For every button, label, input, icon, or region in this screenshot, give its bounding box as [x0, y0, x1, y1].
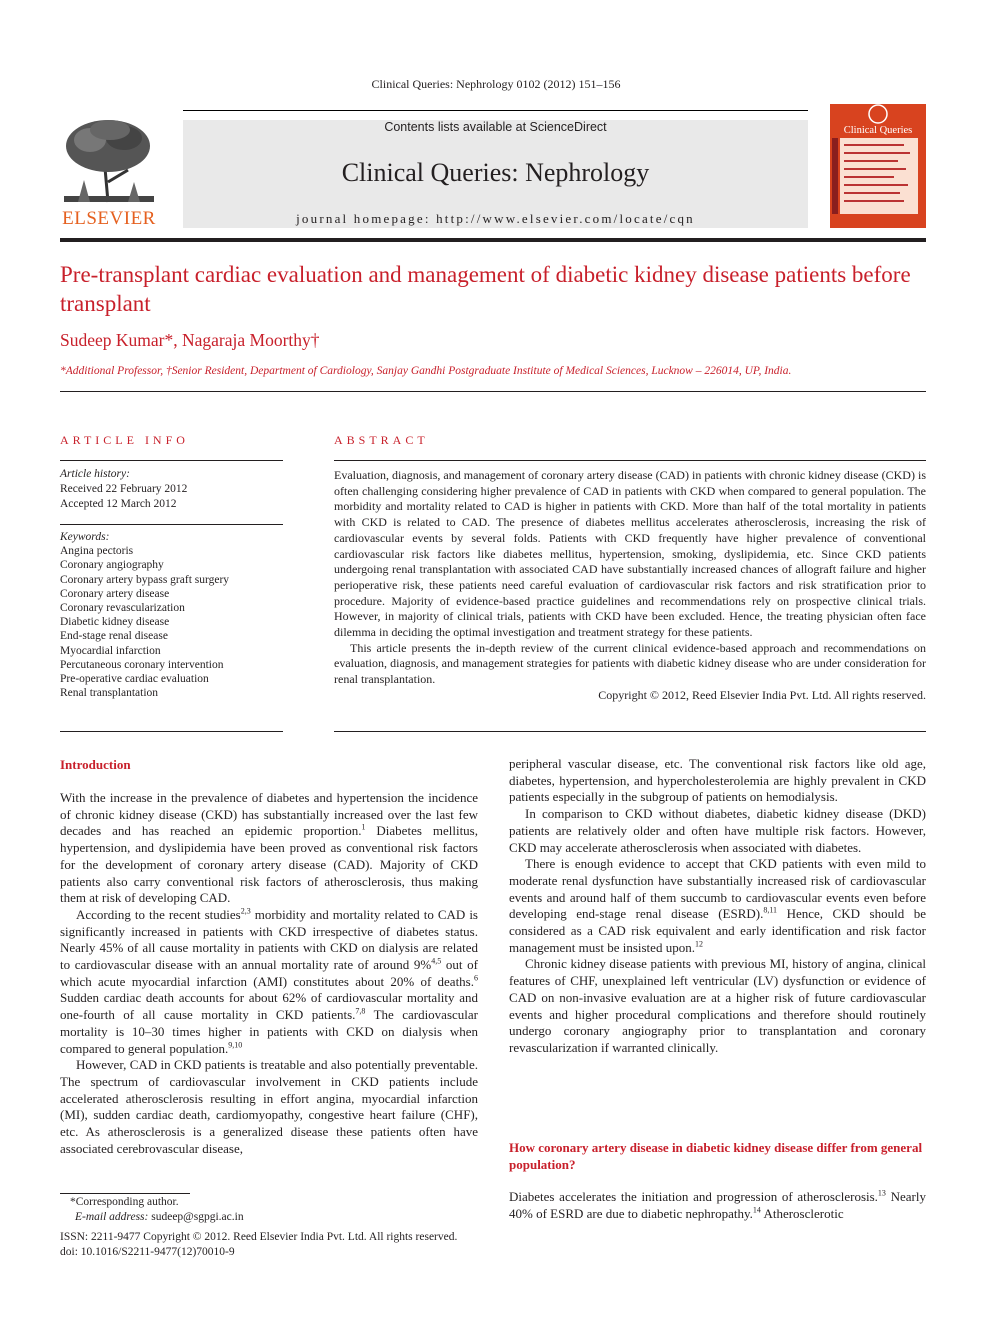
keyword: Angina pectoris: [60, 545, 134, 558]
body-column-left: [60, 790, 478, 1157]
keyword: Coronary angiography: [60, 559, 164, 572]
cover-art-icon: [830, 104, 926, 228]
author-list: Sudeep Kumar*, Nagaraja Moorthy†: [60, 330, 320, 350]
article-info-rule: [60, 460, 283, 461]
footnote-rule: [60, 1193, 190, 1194]
corresponding-author-note: *Corresponding author.: [70, 1196, 179, 1208]
keyword: Renal transplantation: [60, 687, 159, 700]
keyword: Myocardial infarction: [60, 644, 161, 657]
body-paragraph: Diabetes accelerates the initiation and progression of atherosclerosis.$^{13}$ Nearly 40% of ESRD are due to diabetic nephropathy.$^{14}$ Atherosclerotic: [509, 1188, 926, 1221]
body-paragraph: However, CAD in CKD patients is treatable and also potentially preventable. The spectrum of cardiovascular involvement in CKD patients include accelerated atherosclerosis resulting in effort angina, myocardial infarction (MI), sudden cardiac death, cardiomyopathy, congestive heart failure (CHF), etc. As atherosclerosis is a generalized disease these patients often have associated cerebrovascular disease,: [60, 1057, 478, 1156]
journal-title: Clinical Queries: Nephrology: [341, 158, 650, 187]
keyword: Coronary artery bypass graft surgery: [60, 573, 230, 586]
header-divider: [60, 238, 926, 242]
article-history: [60, 467, 187, 512]
abstract-paragraph: This article presents the in-depth review of the current clinical evidence-based approach and recommendations on evaluation, diagnosis, and management strategies for patients with diabetic kidney disease who are under consideration for renal transplantation.: [334, 640, 926, 687]
abstract-copyright: Copyright © 2012, Reed Elsevier India Pvt. Ltd. All rights reserved.: [598, 687, 926, 702]
cover-title: Clinical Queries: [843, 125, 913, 136]
elsevier-wordmark: ELSEVIER: [62, 208, 156, 229]
body-paragraph: Chronic kidney disease patients with previous MI, history of angina, clinical features of CHF, unexplained left ventricular (LV) dysfunction or evidence of CAD on non-invasive evaluation are at a higher risk of future cardiovascular events and higher procedural complications and therefore should routinely undergo coronary angiography prior to transplantation and coronary revascularization if warranted clinically.: [509, 956, 926, 1055]
body-column-right-continued: [509, 1189, 926, 1222]
body-paragraph: peripheral vascular disease, etc. The conventional risk factors like old age, diabetes, hypertension, and hypercholesterolemia are highly prevalent in CKD patients especially in the subgroup of patients on hemodialysis.: [509, 756, 926, 805]
accepted-date: Accepted 12 March 2012: [60, 498, 177, 510]
contents-line[interactable]: Contents lists available at ScienceDirect: [384, 120, 607, 134]
header-rule: [183, 110, 808, 111]
cad-difference-heading: How coronary artery disease in diabetic kidney disease differ from general population?: [509, 1140, 923, 1172]
keyword: End-stage renal disease: [60, 630, 168, 643]
keywords-label: Keywords:: [60, 531, 110, 543]
journal-citation: Clinical Queries: Nephrology 0102 (2012) 151–156: [371, 77, 621, 91]
received-date: Received 22 February 2012: [60, 483, 188, 495]
keyword: Pre-operative cardiac evaluation: [60, 673, 209, 686]
abstract-text: [334, 468, 926, 704]
article-title: Pre-transplant cardiac evaluation and management of diabetic kidney disease patients before transplant: [60, 262, 911, 316]
keyword: Diabetic kidney disease: [60, 616, 170, 629]
keyword: Coronary revascularization: [60, 602, 185, 615]
journal-homepage-link[interactable]: journal homepage: http://www.elsevier.com/locate/cqn: [296, 211, 695, 226]
author-affiliation: *Additional Professor, †Senior Resident, Department of Cardiology, Sanjay Gandhi Postgraduate Institute of Medical Sciences, Lucknow – 226014, UP, India.: [60, 365, 792, 377]
body-paragraph: According to the recent studies$^{2,3}$ morbidity and mortality related to CAD is significantly increased in patients with CKD irrespective of diabetes status. Nearly 45% of all cause mortality in patients with CKD on dialysis are related to cardiovascular disease with an annual mortality rate of around 9%$^{4,5}$ out of which acute myocardial infarction (AMI) constitutes about 20% of deaths.$^6$ Sudden cardiac death accounts for about 62% of cardiovascular mortality and one-fourth of all cause mortality in CKD patients.$^{7,8}$ The cardiovascular mortality is 10–30 times higher in patients with CKD on dialysis when compared to general population.$^{9,10}$: [60, 906, 479, 1056]
doi-line[interactable]: doi: 10.1016/S2211-9477(12)70010-9: [60, 1245, 235, 1258]
email-note: E-mail address: sudeep@sgpgi.ac.in: [75, 1210, 244, 1223]
affiliation-rule: [60, 391, 926, 392]
abstract-heading: ABSTRACT: [334, 433, 429, 447]
introduction-heading: Introduction: [60, 757, 131, 772]
body-paragraph: With the increase in the prevalence of diabetes and hypertension the incidence of chronic kidney disease (CKD) has substantially increased over the last few decades and has reached an epidemic proportion.$^1$ Diabetes mellitus, hypertension, and dyslipidemia have been proved as conventional risk factors for the development of coronary artery disease (CAD). Majority of CKD patients also carry conventional risk factors of atherosclerosis, thus making them at risk of developing CAD.: [60, 790, 478, 906]
body-paragraph: There is enough evidence to accept that CKD patients with even mild to moderate renal dysfunction have substantially increased risk of cardiovascular events and around half of them succumb to cardiovascular events even before developing end-stage renal disease (ESRD).$^{8,11}$ Hence, CKD should be considered as a CAD risk equivalent and early identification and risk factor management must be insisted upon.$^{12}$: [509, 856, 926, 955]
footnotes: [60, 1195, 244, 1224]
journal-banner: [183, 120, 808, 228]
body-paragraph: In comparison to CKD without diabetes, diabetic kidney disease (DKD) patients are relatively older and often have multiple risk factors. However, CKD may accelerate atherosclerosis when associated with diabetes.: [509, 806, 926, 855]
journal-cover-thumbnail[interactable]: [830, 104, 926, 228]
issn-block: [60, 1230, 457, 1259]
keywords-list: [60, 530, 229, 700]
history-label: Article history:: [60, 468, 130, 480]
issn-line: ISSN: 2211-9477 Copyright © 2012. Reed Elsevier India Pvt. Ltd. All rights reserved.: [60, 1231, 458, 1243]
keyword: Coronary artery disease: [60, 587, 170, 600]
keyword: Percutaneous coronary intervention: [60, 658, 224, 671]
article-info-heading: ARTICLE INFO: [60, 433, 189, 447]
elsevier-logo[interactable]: [58, 116, 160, 228]
email-link[interactable]: sudeep@sgpgi.ac.in: [148, 1210, 244, 1223]
body-column-right: [509, 756, 926, 1057]
article-info-bottom-rule: [60, 731, 283, 732]
abstract-rule: [334, 460, 926, 461]
keywords-rule: [60, 524, 283, 525]
abstract-paragraph: Evaluation, diagnosis, and management of coronary artery disease (CAD) in patients with chronic kidney disease (CKD) is often challenging considering higher prevalence of CAD in patients with CKD when compared to general population. The morbidity and mortality related to CAD is higher in patients with CKD. More than half of the total mortality in patients with CKD is related to CAD. The presence of diabetes mellitus accelerates atherosclerosis, increasing the risk of cardiovascular events by several folds. Patients with CKD frequently have higher prevalence of conventional cardiovascular risk factors like diabetes mellitus, hypertension, smoking, dyslipidemia, etc. Since CKD patients undergoing renal transplantation with associated CAD have substantially increased chances of allograft failure and higher perioperative risk, these patients need careful evaluation of cardiovascular risk factors and risk stratification prior to procedure. Majority of evidence-based practice guidelines and recommendations rely on prospective clinical trials. However, in majority of clinical trials, patients with CKD have been excluded. Hence, the treating physician often face dilemma in deciding the optimal investigation and treatment strategy for these patients.: [334, 468, 926, 640]
abstract-bottom-rule: [334, 731, 926, 732]
